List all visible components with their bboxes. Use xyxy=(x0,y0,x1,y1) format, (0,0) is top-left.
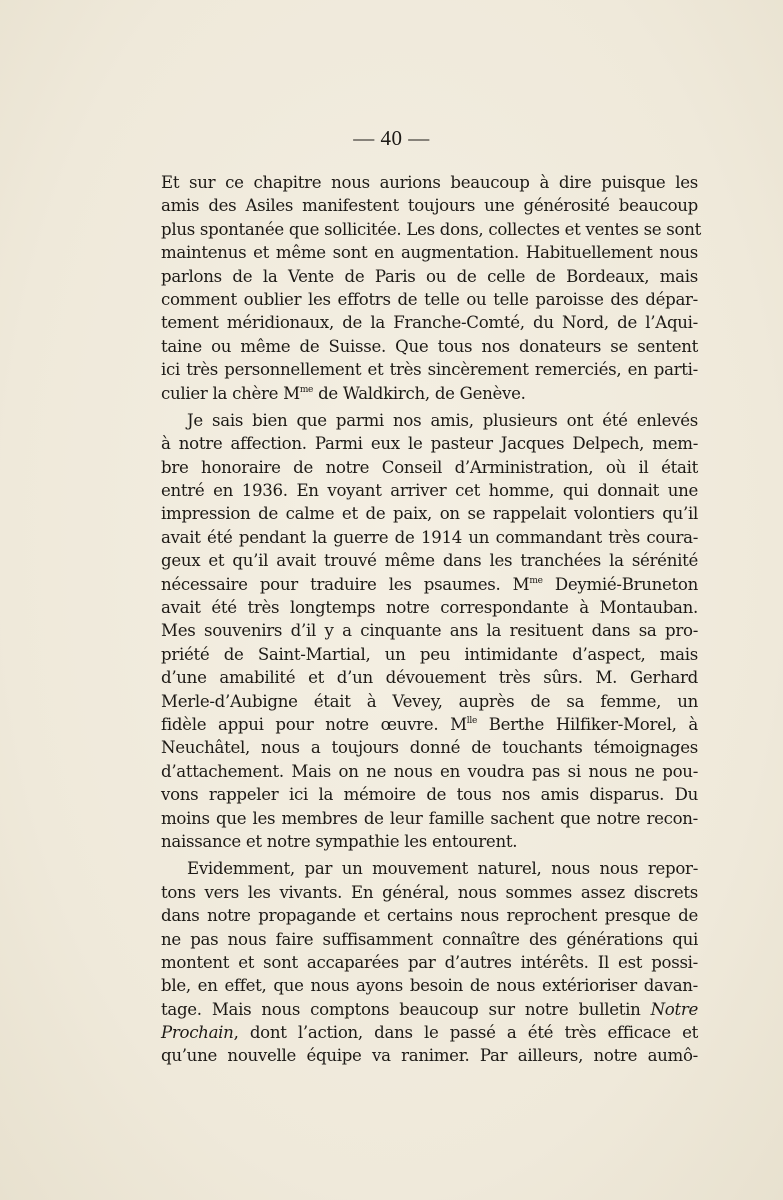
text-line: amis des Asiles manifestent toujours une générosité beaucoup xyxy=(161,196,698,216)
text-line: fidèle appui pour notre œuvre. $M^{lle}$ Berthe Hilfiker-Morel, à xyxy=(161,714,698,734)
text-line: tage. Mais nous comptons beaucoup sur notre bulletin Notre xyxy=(161,999,698,1019)
text-line: avait été pendant la guerre de 1914 un commandant très coura- xyxy=(161,527,698,547)
text-line: Je sais bien que parmi nos amis, plusieurs ont été enlevés xyxy=(187,410,698,430)
paragraph xyxy=(161,857,698,1068)
text-line: Mes souvenirs d’il y a cinquante ans la resituent dans sa pro- xyxy=(161,621,698,641)
text-line: montent et sont accaparées par d’autres intérêts. Il est possi- xyxy=(161,952,698,972)
text-line: d’attachement. Mais on ne nous en voudra pas si nous ne pou- xyxy=(161,761,698,781)
text-line: comment oublier les effotrs de telle ou telle paroisse des dépar- xyxy=(161,289,698,309)
text-line: Prochain, dont l’action, dans le passé a été très efficace et xyxy=(161,1023,698,1043)
text-line: ne pas nous faire suffisamment connaître des générations qui xyxy=(161,929,698,949)
text-line: tons vers les vivants. En général, nous sommes assez discrets xyxy=(161,882,698,902)
text-line: naissance et notre sympathie les entourent. xyxy=(161,831,518,851)
text-line: moins que les membres de leur famille sachent que notre recon- xyxy=(161,808,698,828)
text-line: Evidemment, par un mouvement naturel, nous nous repor- xyxy=(187,859,698,879)
text-line: plus spontanée que sollicitée. Les dons, collectes et ventes se sont xyxy=(161,219,701,239)
text-line: entré en 1936. En voyant arriver cet homme, qui donnait une xyxy=(161,481,698,501)
text-line: d’une amabilité et d’un dévouement très sûrs. M. Gerhard xyxy=(161,668,698,688)
text-line: geux et qu’il avait trouvé même dans les tranchées la sérénité xyxy=(161,551,698,571)
text-line: tement méridionaux, de la Franche-Comté, du Nord, de l’Aqui- xyxy=(161,313,698,333)
text-line: à notre affection. Parmi eux le pasteur Jacques Delpech, mem- xyxy=(161,434,698,454)
text-line: Et sur ce chapitre nous aurions beaucoup à dire puisque les xyxy=(161,173,698,192)
text-line: culier la chère $M^{me}$ de Waldkirch, de Genève. xyxy=(161,383,526,403)
text-line: Neuchâtel, nous a toujours donné de touchants témoignages xyxy=(161,738,698,758)
text-line: ici très personnellement et très sincèrement remerciés, en parti- xyxy=(161,360,698,380)
text-line: taine ou même de Suisse. Que tous nos donateurs se sentent xyxy=(161,336,698,356)
text-line: vons rappeler ici la mémoire de tous nos amis disparus. Du xyxy=(161,785,698,805)
text-line: dans notre propagande et certains nous reprochent presque de xyxy=(161,906,698,926)
body-text xyxy=(161,171,701,1068)
text-line: qu’une nouvelle équipe va ranimer. Par ailleurs, notre aumô- xyxy=(161,1046,698,1066)
text-line: ble, en effet, que nous ayons besoin de nous extérioriser davan- xyxy=(161,976,698,996)
text-line: parlons de la Vente de Paris ou de celle de Bordeaux, mais xyxy=(161,266,698,286)
text-line: Merle-d’Aubigne était à Vevey, auprès de sa femme, un xyxy=(161,691,698,711)
paragraph xyxy=(161,171,701,405)
text-line: impression de calme et de paix, on se rappelait volontiers qu’il xyxy=(161,504,698,524)
text-line: priété de Saint-Martial, un peu intimidante d’aspect, mais xyxy=(161,644,698,664)
text-line: nécessaire pour traduire les psaumes. $M^{me}$ Deymié-Bruneton xyxy=(161,574,698,594)
text-line: bre honoraire de notre Conseil d’Arministration, où il était xyxy=(161,457,698,477)
text-line: maintenus et même sont en augmentation. Habituellement nous xyxy=(161,243,698,263)
paragraph xyxy=(161,409,698,853)
page-number: — 40 — xyxy=(353,126,430,150)
text-line: avait été très longtemps notre correspondante à Montauban. xyxy=(161,598,698,618)
